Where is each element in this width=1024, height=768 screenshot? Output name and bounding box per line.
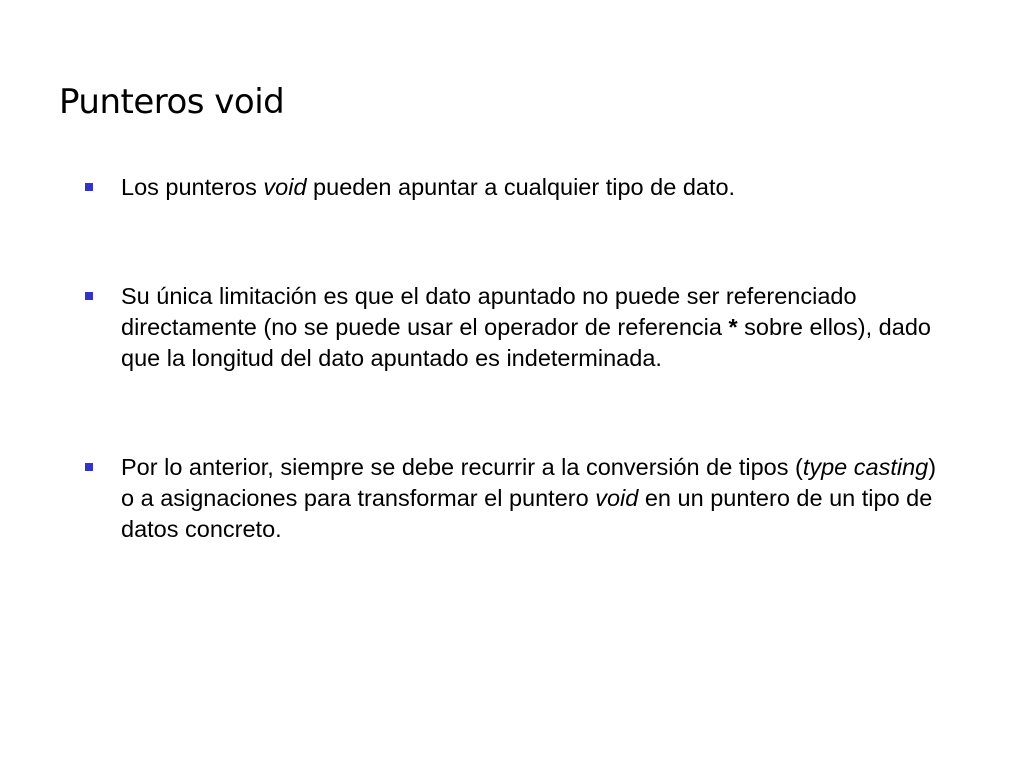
text-segment: ) o a asignaciones para transformar el puntero (121, 454, 937, 511)
text-segment-bold: * (728, 314, 738, 340)
text-segment-italic: void (595, 485, 639, 511)
text-segment: en un puntero de un tipo de datos concreto. (121, 485, 933, 542)
bullet-text (121, 283, 931, 371)
text-segment: Su única limitación es que el dato apuntado no puede ser referenciado directamente (no se puede usar el operador de referencia (121, 283, 857, 340)
bullet-text (121, 454, 936, 542)
bullet-text (121, 174, 735, 200)
bullet-list (85, 172, 955, 545)
bullet-item (85, 452, 955, 545)
bullet-item (85, 172, 955, 203)
slide-title: Punteros void (59, 82, 285, 122)
text-segment-italic: void (263, 174, 307, 200)
square-bullet-icon (85, 292, 93, 300)
text-segment: sobre ellos), dado que la longitud del dato apuntado es indeterminada. (121, 314, 931, 371)
text-segment: pueden apuntar a cualquier tipo de dato. (306, 174, 736, 200)
square-bullet-icon (85, 463, 93, 471)
text-segment: Por lo anterior, siempre se debe recurrir a la conversión de tipos ( (121, 454, 803, 480)
bullet-item (85, 281, 955, 374)
square-bullet-icon (85, 183, 93, 191)
text-segment: Los punteros (121, 174, 264, 200)
text-segment-italic: type casting (802, 454, 929, 480)
